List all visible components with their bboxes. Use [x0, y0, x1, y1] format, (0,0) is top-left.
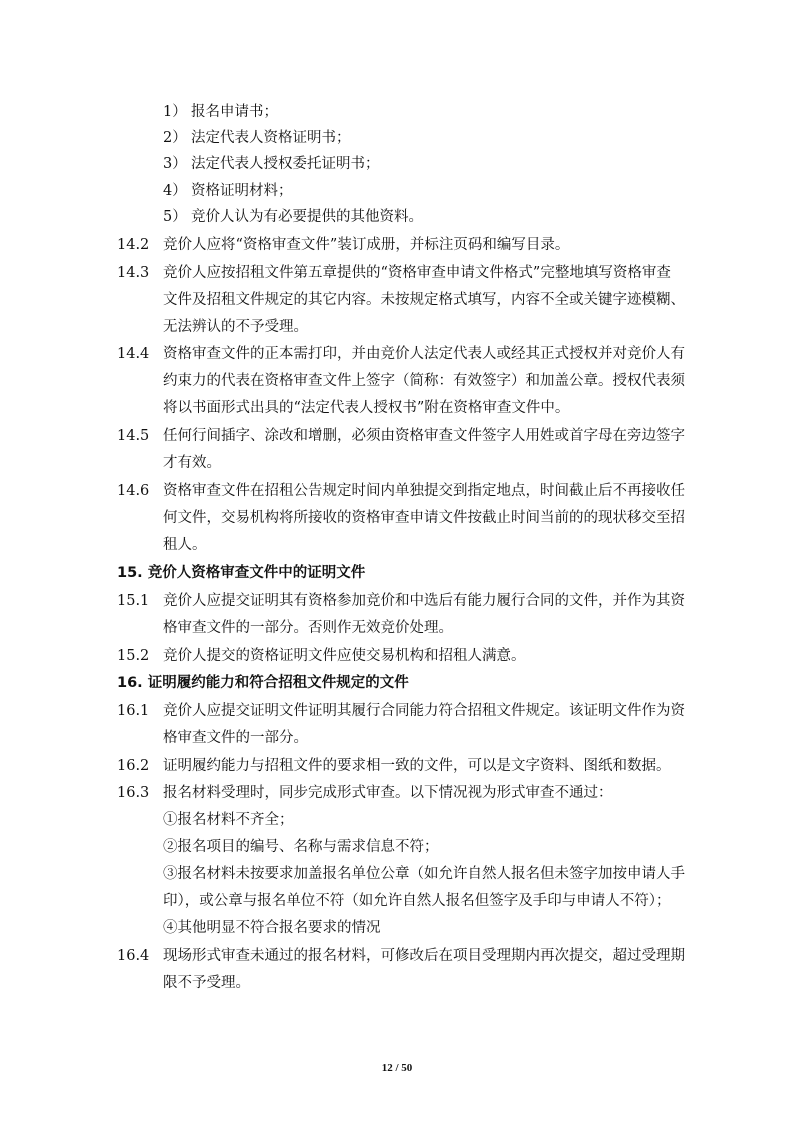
clause-text: 现场形式审查未通过的报名材料，可修改后在项目受理期内再次提交，超过受理期: [163, 948, 685, 964]
clause-text-line: [0, 450, 794, 476]
clause-number: 16.2: [117, 758, 150, 774]
clause-text: 格审查文件的一部分。: [163, 730, 308, 746]
clause-text: 租人。: [163, 537, 207, 553]
clause-number: 14.2: [117, 237, 150, 253]
clause-text: 限不予受理。: [163, 975, 250, 991]
clause-15-2: [0, 643, 794, 669]
clause-text: 报名材料受理时，同步完成形式审查。以下情况视为形式审查不通过：: [163, 785, 613, 801]
clause-text: 何文件，交易机构将所接收的资格审查申请文件按截止时间当前的的现状移交至招: [163, 510, 685, 526]
clause-text: ④其他明显不符合报名要求的情况: [163, 920, 381, 936]
page-number: 12 / 50: [381, 1062, 413, 1074]
clause-14-2: [0, 232, 794, 258]
clause-text-line: [0, 314, 794, 340]
clause-number: 15.2: [117, 648, 150, 664]
clause-text: 约束力的代表在资格审查文件上签字（简称：有效签字）和加盖公章。授权代表须: [163, 373, 685, 389]
clause-text: 印），或公章与报名单位不符（如允许自然人报名但签字及手印与申请人不符）；: [163, 893, 671, 909]
clause-text: 无法辨认的不予受理。: [163, 319, 308, 335]
clause-number: 14.6: [117, 483, 150, 499]
clause-text: 任何行间插字、涂改和增删，必须由资格审查文件签字人用姓或首字母在旁边签字: [163, 428, 685, 444]
clause-text: 竞价人应按招租文件第五章提供的“资格审查申请文件格式”完整地填写资格审查: [163, 265, 671, 281]
clause-14-5: [0, 423, 794, 449]
list-item-text: 法定代表人资格证明书；: [191, 130, 351, 146]
clause-text-line: [0, 395, 794, 421]
clause-number: 14.4: [117, 346, 150, 362]
list-item: [0, 151, 794, 177]
clause-text-line: [0, 861, 794, 887]
list-item: [0, 178, 794, 204]
clause-number: 16.4: [117, 948, 150, 964]
clause-text-line: [0, 287, 794, 313]
clause-16-1: [0, 698, 794, 724]
clause-text-line: [0, 505, 794, 531]
clause-text-line: [0, 725, 794, 751]
list-item: [0, 99, 794, 125]
clause-14-3: [0, 260, 794, 286]
clause-text: 竞价人提交的资格证明文件应使交易机构和招租人满意。: [163, 648, 526, 664]
list-item: [0, 125, 794, 151]
clause-15-1: [0, 588, 794, 614]
list-item-number: 1）: [163, 104, 187, 120]
section-heading-16: 16. 证明履约能力和符合招租文件规定的文件: [117, 675, 409, 691]
clause-number: 16.1: [117, 703, 150, 719]
list-item-number: 2）: [163, 130, 187, 146]
clause-14-6: [0, 478, 794, 504]
clause-text: 将以书面形式出具的“法定代表人授权书”附在资格审查文件中。: [163, 400, 570, 416]
clause-text: ①报名材料不齐全；: [163, 812, 294, 828]
clause-text: 竞价人应提交证明其有资格参加竞价和中选后有能力履行合同的文件，并作为其资: [163, 593, 685, 609]
list-item-number: 4）: [163, 183, 187, 199]
clause-number: 15.1: [117, 593, 150, 609]
clause-text: ②报名项目的编号、名称与需求信息不符；: [163, 839, 439, 855]
clause-text: ③报名材料未按要求加盖报名单位公章（如允许自然人报名但未签字加按申请人手: [163, 866, 685, 882]
clause-text: 文件及招租文件规定的其它内容。未按规定格式填写，内容不全或关键字迹模糊、: [163, 292, 685, 308]
clause-number: 16.3: [117, 785, 150, 801]
list-item: [0, 204, 794, 230]
clause-16-4: [0, 943, 794, 969]
section-heading-15: 15. 竞价人资格审查文件中的证明文件: [117, 565, 366, 581]
clause-16-3: [0, 780, 794, 806]
clause-text: 证明履约能力与招租文件的要求相一致的文件，可以是文字资料、图纸和数据。: [163, 758, 671, 774]
list-item-number: 3）: [163, 156, 187, 172]
list-item-text: 竞价人认为有必要提供的其他资料。: [191, 209, 423, 225]
clause-number: 14.5: [117, 428, 150, 444]
clause-text: 资格审查文件的正本需打印，并由竞价人法定代表人或经其正式授权并对竞价人有: [163, 346, 685, 362]
list-item-text: 资格证明材料；: [191, 183, 293, 199]
clause-text: 竞价人应提交证明文件证明其履行合同能力符合招租文件规定。该证明文件作为资: [163, 703, 685, 719]
clause-text-line: [0, 615, 794, 641]
clause-16-2: [0, 753, 794, 779]
clause-text-line: [0, 970, 794, 996]
clause-text: 格审查文件的一部分。否则作无效竞价处理。: [163, 620, 453, 636]
clause-text: 才有效。: [163, 455, 221, 471]
clause-text: 资格审查文件在招租公告规定时间内单独提交到指定地点，时间截止后不再接收任: [163, 483, 685, 499]
list-item-number: 5）: [163, 209, 187, 225]
list-item-text: 报名申请书；: [191, 104, 278, 120]
clause-text-line: [0, 888, 794, 914]
clause-number: 14.3: [117, 265, 150, 281]
list-item-text: 法定代表人授权委托证明书；: [191, 156, 380, 172]
clause-text-line: [0, 807, 794, 833]
clause-text-line: [0, 834, 794, 860]
clause-text-line: [0, 915, 794, 941]
clause-text: 竞价人应将“资格审查文件”装订成册，并标注页码和编写目录。: [163, 237, 570, 253]
clause-text-line: [0, 368, 794, 394]
clause-text-line: [0, 532, 794, 558]
clause-14-4: [0, 341, 794, 367]
